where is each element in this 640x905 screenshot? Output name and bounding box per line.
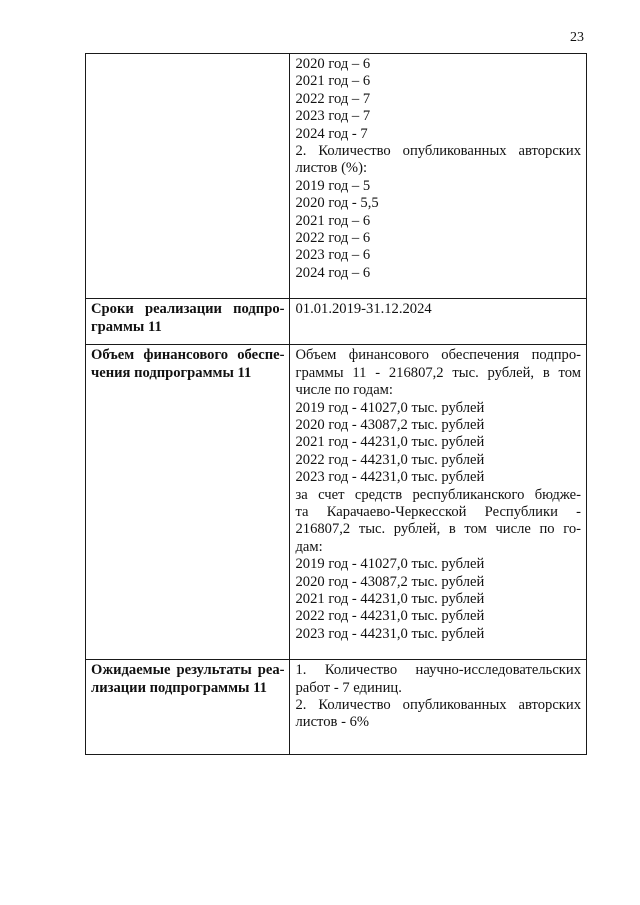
text-line: работ - 7 единиц. [295,679,402,696]
text-line: 2019 год - 41027,0 тыс. рублей [295,556,485,573]
text-line: числе по годам: [295,382,393,399]
text-line: 2022 год - 44231,0 тыс. рублей [295,608,485,625]
text-line: 2020 год - 5,5 [295,195,379,212]
label-cell-implementation-period [86,299,290,345]
subprogram-passport-table [85,53,587,755]
value-cell-indicators [290,54,587,299]
text-line: листов - 6% [295,714,370,731]
text-line: та Карачаево-Черкесской Республики - [295,503,581,520]
label-line: чения подпрограммы 11 [91,364,252,381]
text-line: граммы 11 - 216807,2 тыс. рублей, в том [295,364,581,381]
period-value: 01.01.2019-31.12.2024 [295,301,432,318]
text-line: 1. Количество научно-исследовательских [295,662,581,679]
text-line: за счет средств республиканского бюдже- [295,486,581,503]
text-line: Объем финансового обеспечения подпро- [295,347,581,364]
value-cell-expected-results [290,660,587,755]
label-line: Сроки реализации подпро- [91,301,285,318]
text-line: листов (%): [295,160,368,177]
text-line: 2021 год – 6 [295,73,371,90]
value-cell-implementation-period [290,299,587,345]
text-line: 2022 год - 44231,0 тыс. рублей [295,451,485,468]
text-line: 2023 год – 7 [295,108,371,125]
value-cell-financing-volume [290,345,587,660]
label-line: лизации подпрограммы 11 [91,679,267,696]
text-line: 2020 год - 43087,2 тыс. рублей [295,573,485,590]
label-line: граммы 11 [91,318,162,335]
label-cell-financing-volume [86,345,290,660]
text-line: 2019 год – 5 [295,177,371,194]
text-line: 216807,2 тыс. рублей, в том числе по го- [295,521,581,538]
text-line: 2019 год - 41027,0 тыс. рублей [295,399,485,416]
text-line: 2022 год – 6 [295,230,371,247]
label-cell-expected-results [86,660,290,755]
page-number: 23 [570,30,584,45]
text-line: 2024 год - 7 [295,125,368,142]
text-line: 2024 год – 6 [295,264,371,281]
text-line: 2023 год - 44231,0 тыс. рублей [295,469,485,486]
table-row-indicators-continuation [86,54,587,299]
text-line: 2. Количество опубликованных авторских [295,143,581,160]
text-line: 2020 год – 6 [295,56,371,72]
text-line: 2023 год – 6 [295,247,371,264]
label-line: Объем финансового обеспе- [91,347,285,364]
text-line: дам: [295,538,323,555]
table-row-expected-results [86,660,587,755]
text-line: 2021 год – 6 [295,212,371,229]
label-cell-empty [86,54,290,299]
text-line: 2021 год - 44231,0 тыс. рублей [295,434,485,451]
text-line: 2022 год – 7 [295,90,371,107]
table-row-financing-volume [86,345,587,660]
table-row-implementation-period [86,299,587,345]
label-line: Ожидаемые результаты реа- [91,662,285,679]
text-line: 2021 год - 44231,0 тыс. рублей [295,590,485,607]
text-line: 2023 год - 44231,0 тыс. рублей [295,625,485,642]
text-line: 2020 год - 43087,2 тыс. рублей [295,416,485,433]
text-line: 2. Количество опубликованных авторских [295,697,581,713]
